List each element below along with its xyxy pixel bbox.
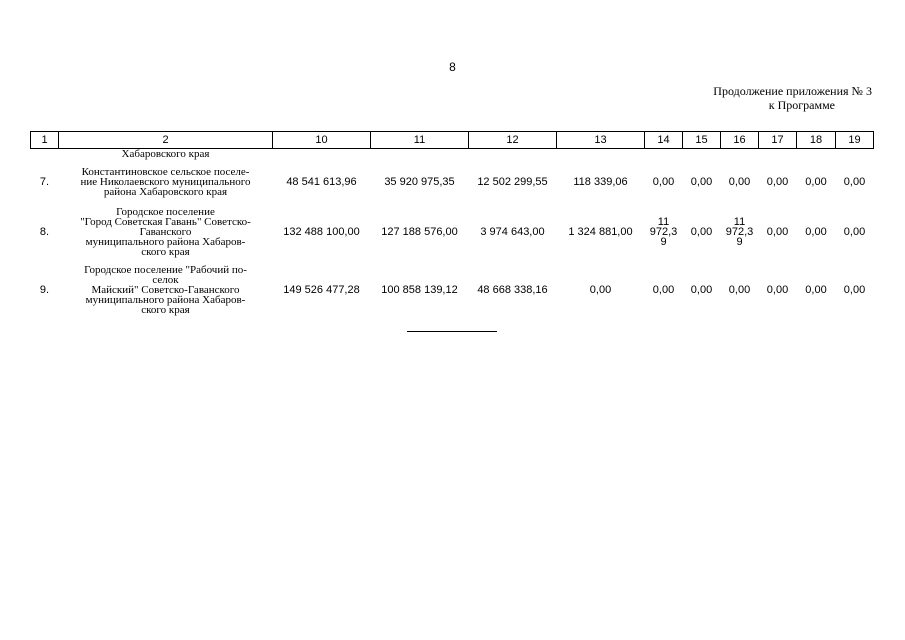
cell-col-17: 0,00 xyxy=(766,175,789,188)
cell-col-14: 0,00 xyxy=(652,175,675,188)
cell-col-14: 0,00 xyxy=(652,283,675,296)
cell-col-19: 0,00 xyxy=(843,283,866,296)
cell-col-12: 48 668 338,16 xyxy=(477,283,548,296)
name-line: Городское поселение xyxy=(116,206,215,218)
table-row xyxy=(31,261,874,319)
header-cell: 10 xyxy=(273,132,371,149)
name-line: Константиновское сельское поселе- xyxy=(81,166,250,178)
cell-col-16: 0,00 xyxy=(728,283,751,296)
name-line: ского края xyxy=(141,246,190,258)
cell-col-18: 0,00 xyxy=(805,283,827,296)
cell-col-11: 100 858 139,12 xyxy=(381,283,458,296)
name-line: ского края xyxy=(141,304,190,316)
continuation-row xyxy=(31,149,874,162)
row-number: 8. xyxy=(39,225,50,238)
table-row xyxy=(31,203,874,261)
cell-col-18: 0,00 xyxy=(805,225,827,238)
name-line: муниципального района Хабаров- xyxy=(85,294,246,306)
cell-col-17: 0,00 xyxy=(766,283,789,296)
cell-col-15: 0,00 xyxy=(690,175,713,188)
cell-col-11: 127 188 576,00 xyxy=(381,225,458,238)
municipality-name xyxy=(59,261,273,319)
header-cell: 2 xyxy=(59,132,273,149)
header-cell: 1 xyxy=(31,132,59,149)
appendix-line-2: к Программе xyxy=(768,98,835,112)
cell-col-16: 0,00 xyxy=(728,175,751,188)
name-line: Майский" Советско-Гаванского xyxy=(91,284,240,296)
name-line: Гаванского xyxy=(139,226,192,238)
header-cell: 13 xyxy=(557,132,645,149)
header-cell: 12 xyxy=(469,132,557,149)
page-number: 8 xyxy=(449,60,456,74)
cell-col-19: 0,00 xyxy=(843,175,866,188)
cell-col-11: 35 920 975,35 xyxy=(384,175,455,188)
row-number: 7. xyxy=(39,175,50,188)
cell-col-12: 3 974 643,00 xyxy=(480,225,545,238)
cell-col-13: 118 339,06 xyxy=(573,175,628,188)
table-row xyxy=(31,161,874,203)
financing-table xyxy=(30,131,874,319)
cell-col-10: 149 526 477,28 xyxy=(283,283,360,296)
header-cell: 14 xyxy=(645,132,683,149)
cell-col-14: 11 972,3 9 xyxy=(649,215,678,248)
header-cell: 18 xyxy=(797,132,836,149)
name-line: "Город Советская Гавань" Советско- xyxy=(80,216,251,228)
header-cell: 15 xyxy=(683,132,721,149)
cell-col-17: 0,00 xyxy=(766,225,789,238)
cell-col-13: 1 324 881,00 xyxy=(568,225,633,238)
row-number: 9. xyxy=(39,283,50,296)
cell-col-15: 0,00 xyxy=(690,225,713,238)
municipality-name xyxy=(59,203,273,261)
name-line: Городское поселение "Рабочий по- xyxy=(84,264,247,276)
header-cell: 19 xyxy=(836,132,874,149)
appendix-heading xyxy=(713,84,872,112)
cell-col-19: 0,00 xyxy=(843,225,866,238)
cell-col-12: 12 502 299,55 xyxy=(477,175,548,188)
cell-col-18: 0,00 xyxy=(805,175,827,188)
header-cell: 16 xyxy=(721,132,759,149)
municipality-name xyxy=(59,161,273,203)
cell-col-10: 132 488 100,00 xyxy=(283,225,360,238)
cell-col-10: 48 541 613,96 xyxy=(286,175,357,188)
cell-col-16: 11 972,3 9 xyxy=(725,215,754,248)
header-cell: 17 xyxy=(759,132,797,149)
appendix-line-1: Продолжение приложения № 3 xyxy=(713,84,872,98)
cell-col-15: 0,00 xyxy=(690,283,713,296)
end-rule xyxy=(407,331,497,332)
cell-col-13: 0,00 xyxy=(589,283,612,296)
name-line: района Хабаровского края xyxy=(103,186,228,198)
continuation-text: Хабаровского края xyxy=(121,148,210,160)
name-line: муниципального района Хабаров- xyxy=(85,236,246,248)
header-row xyxy=(31,132,874,149)
header-cell: 11 xyxy=(371,132,469,149)
name-line: ние Николаевского муниципального xyxy=(80,176,251,188)
name-line: селок xyxy=(152,274,179,286)
